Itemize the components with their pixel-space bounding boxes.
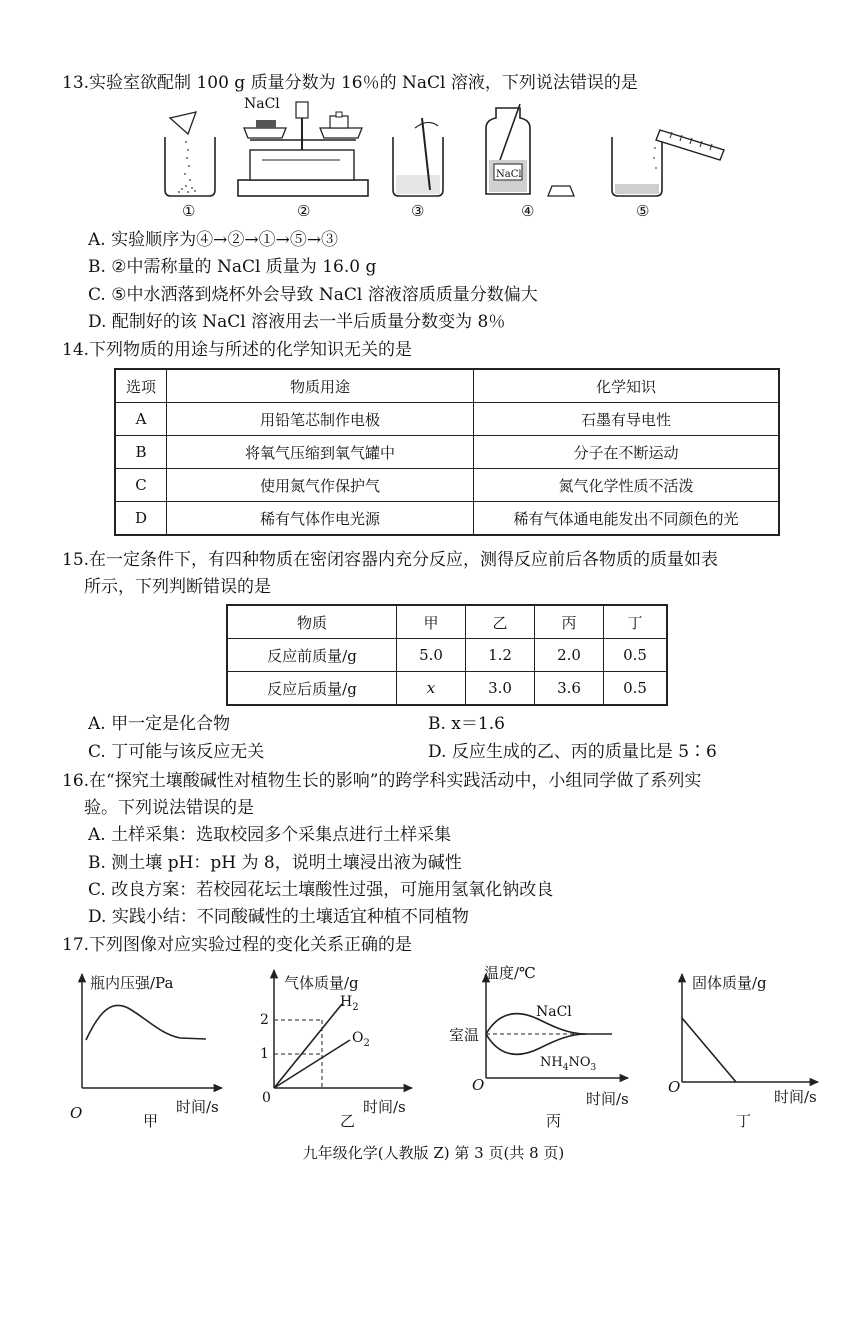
table-cell: 3.0 bbox=[466, 672, 535, 706]
table-cell: x bbox=[397, 672, 466, 706]
table-cell: 0.5 bbox=[604, 639, 668, 672]
svg-text:NaCl: NaCl bbox=[496, 169, 522, 180]
q15-stem-line2: 所示，下列判断错误的是 bbox=[84, 577, 271, 597]
table-row bbox=[115, 403, 779, 436]
bing-origin: O bbox=[472, 1076, 485, 1094]
q13-option-b: B. ②中需称量的 NaCl 质量为 16.0 g bbox=[88, 257, 377, 277]
q13-option-c: C. ⑤中水洒落到烧杯外会导致 NaCl 溶液溶质质量分数偏大 bbox=[88, 285, 538, 305]
table-row bbox=[227, 639, 667, 672]
q15-option-c: C. 丁可能与该反应无关 bbox=[88, 742, 265, 762]
q17-graphs bbox=[0, 960, 867, 1160]
table-cell: 0.5 bbox=[604, 672, 668, 706]
q14-table bbox=[114, 368, 780, 536]
table-cell: 分子在不断运动 bbox=[474, 436, 780, 469]
q15-option-a: A. 甲一定是化合物 bbox=[88, 714, 231, 734]
table-cell: 用铅笔芯制作电极 bbox=[167, 403, 474, 436]
table-cell: 稀有气体通电能发出不同颜色的光 bbox=[474, 502, 780, 536]
bing-nh4no3: $NH_4NO_3$ bbox=[540, 1055, 597, 1073]
balance-icon bbox=[238, 102, 368, 196]
page-footer: 九年级化学(人教版 Z) 第 3 页(共 8 页) bbox=[302, 1144, 565, 1162]
yi-xlabel: 时间/s bbox=[363, 1098, 406, 1116]
yi-caption: 乙 bbox=[340, 1112, 356, 1130]
q14-stem: 14.下列物质的用途与所述的化学知识无关的是 bbox=[62, 340, 413, 360]
jia-caption: 甲 bbox=[143, 1112, 159, 1130]
beaker-cylinder-icon bbox=[612, 130, 724, 196]
table-cell: 将氧气压缩到氧气罐中 bbox=[167, 436, 474, 469]
table-cell: 5.0 bbox=[397, 639, 466, 672]
ding-ylabel: 固体质量/g bbox=[692, 974, 767, 992]
q16-option-a: A. 土样采集：选取校园多个采集点进行土样采集 bbox=[88, 825, 452, 845]
q13-option-a: A. 实验顺序为④→②→①→⑤→③ bbox=[88, 230, 339, 250]
q16-stem-line1: 16.在“探究土壤酸碱性对植物生长的影响”的跨学科实践活动中，小组同学做了系列实 bbox=[62, 771, 702, 791]
ding-origin: O bbox=[668, 1078, 681, 1096]
q16-option-b: B. 测土壤 pH：pH 为 8，说明土壤浸出液为碱性 bbox=[88, 853, 462, 873]
table-cell: 物质 bbox=[227, 605, 397, 639]
yi-tick-2: 2 bbox=[260, 1012, 269, 1028]
table-cell: D bbox=[115, 502, 167, 536]
fig-label-4: ④ bbox=[521, 202, 535, 220]
jia-origin: O bbox=[70, 1104, 83, 1122]
table-cell: C bbox=[115, 469, 167, 502]
q15-table bbox=[226, 604, 668, 706]
table-cell: 反应前质量/g bbox=[227, 639, 397, 672]
beaker-stir-icon bbox=[393, 118, 443, 196]
bing-caption: 丙 bbox=[546, 1112, 562, 1130]
jia-ylabel: 瓶内压强/Pa bbox=[90, 974, 174, 992]
q16-option-c: C. 改良方案：若校园花坛土壤酸性过强，可施用氢氧化钠改良 bbox=[88, 880, 554, 900]
table-header-row bbox=[115, 369, 779, 403]
table-cell: 2.0 bbox=[535, 639, 604, 672]
q13-apparatus-figure bbox=[0, 0, 867, 230]
bing-room-temp: 室温 bbox=[449, 1026, 480, 1044]
yi-series-h2: $H_2$ bbox=[340, 994, 359, 1013]
table-row bbox=[115, 436, 779, 469]
graph-yi bbox=[260, 970, 412, 1130]
table-cell: 丙 bbox=[535, 605, 604, 639]
q15-option-d: D. 反应生成的乙、丙的质量比是 5∶6 bbox=[428, 742, 717, 762]
reagent-bottle-icon bbox=[486, 104, 574, 196]
graph-bing bbox=[449, 964, 629, 1130]
table-cell: 3.6 bbox=[535, 672, 604, 706]
table-cell: 稀有气体作电光源 bbox=[167, 502, 474, 536]
fig-label-5: ⑤ bbox=[636, 202, 650, 220]
fig-label-2: ② bbox=[297, 202, 311, 220]
q16-option-d: D. 实践小结：不同酸碱性的土壤适宜种植不同植物 bbox=[88, 907, 469, 927]
graph-jia bbox=[70, 974, 222, 1130]
yi-ylabel: 气体质量/g bbox=[284, 974, 359, 992]
table-cell: 反应后质量/g bbox=[227, 672, 397, 706]
beaker-pour-icon bbox=[165, 112, 215, 196]
table-cell: B bbox=[115, 436, 167, 469]
table-cell: 选项 bbox=[115, 369, 167, 403]
table-cell: 物质用途 bbox=[167, 369, 474, 403]
q17-stem: 17.下列图像对应实验过程的变化关系正确的是 bbox=[62, 935, 413, 955]
graph-ding bbox=[668, 974, 818, 1130]
q15-option-b: B. x＝1.6 bbox=[428, 714, 505, 734]
q13-stem: 13.实验室欲配制 100 g 质量分数为 16％的 NaCl 溶液，下列说法错误的是 bbox=[62, 73, 638, 93]
bing-ylabel: 温度/℃ bbox=[484, 964, 536, 982]
table-cell: 使用氮气作保护气 bbox=[167, 469, 474, 502]
bing-xlabel: 时间/s bbox=[586, 1090, 629, 1108]
ding-xlabel: 时间/s bbox=[774, 1088, 817, 1106]
balance-nacl-label: NaCl bbox=[244, 96, 280, 112]
q15-stem-line1: 15.在一定条件下，有四种物质在密闭容器内充分反应，测得反应前后各物质的质量如表 bbox=[62, 550, 719, 570]
bing-nacl: NaCl bbox=[536, 1004, 572, 1020]
q13-option-d: D. 配制好的该 NaCl 溶液用去一半后质量分数变为 8％ bbox=[88, 312, 506, 332]
table-cell: 甲 bbox=[397, 605, 466, 639]
table-cell: 化学知识 bbox=[474, 369, 780, 403]
table-cell: 乙 bbox=[466, 605, 535, 639]
q16-stem-line2: 验。下列说法错误的是 bbox=[84, 798, 254, 818]
table-row bbox=[227, 672, 667, 706]
table-cell: 1.2 bbox=[466, 639, 535, 672]
table-cell: A bbox=[115, 403, 167, 436]
table-cell: 氮气化学性质不活泼 bbox=[474, 469, 780, 502]
yi-origin: 0 bbox=[262, 1090, 271, 1106]
table-row bbox=[115, 469, 779, 502]
table-cell: 丁 bbox=[604, 605, 668, 639]
yi-tick-1: 1 bbox=[260, 1046, 269, 1062]
table-header-row bbox=[227, 605, 667, 639]
table-cell: 石墨有导电性 bbox=[474, 403, 780, 436]
table-row bbox=[115, 502, 779, 536]
fig-label-3: ③ bbox=[411, 202, 425, 220]
ding-caption: 丁 bbox=[736, 1112, 752, 1130]
yi-series-o2: $O_2$ bbox=[352, 1030, 370, 1049]
fig-label-1: ① bbox=[182, 202, 196, 220]
jia-xlabel: 时间/s bbox=[176, 1098, 219, 1116]
